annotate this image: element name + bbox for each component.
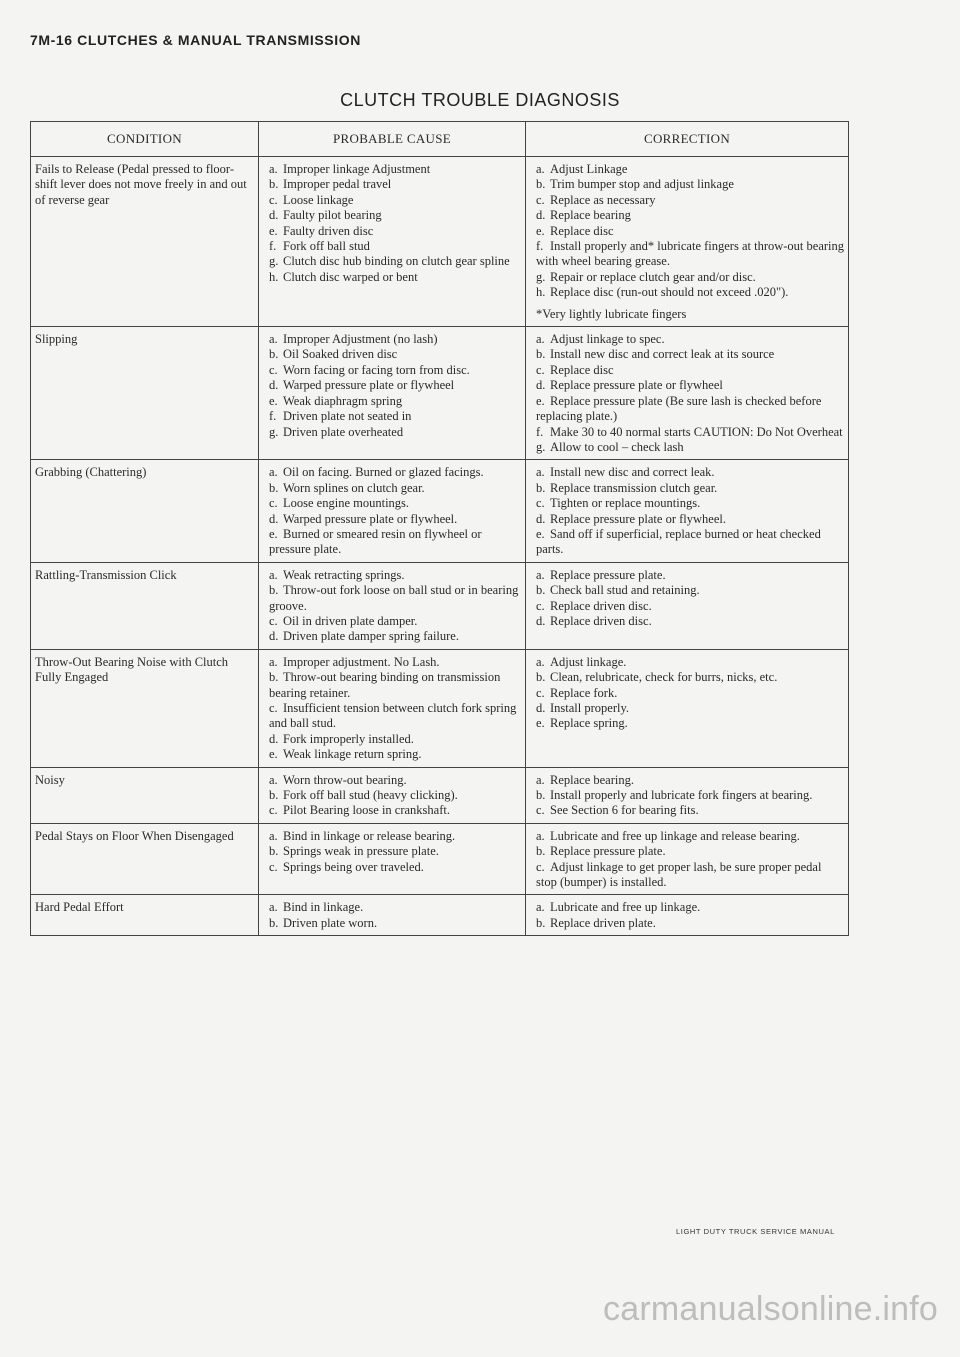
cause-cell	[259, 767, 526, 823]
list-item	[269, 788, 521, 803]
item-text: Adjust linkage.	[550, 654, 627, 669]
item-letter: d.	[269, 378, 279, 393]
item-letter: a.	[269, 162, 278, 176]
item-letter: f.	[536, 424, 544, 439]
condition-cell: Throw-Out Bearing Noise with Clutch Fully Engaged	[31, 649, 259, 767]
list-item	[269, 481, 521, 496]
cause-cell	[259, 460, 526, 562]
item-text: Throw-out fork loose on ball stud or in bearing groove.	[269, 583, 519, 613]
list-item	[269, 614, 521, 629]
list-item	[536, 239, 844, 270]
item-text: Adjust linkage to spec.	[550, 332, 665, 347]
table-header-row	[31, 122, 849, 157]
item-text: Weak diaphragm spring	[283, 393, 403, 408]
item-text: Bind in linkage or release bearing.	[283, 828, 456, 843]
item-text: Replace pressure plate or flywheel.	[550, 511, 726, 526]
item-text: Faulty driven disc	[283, 223, 374, 238]
list-item	[536, 465, 844, 480]
item-text: Warped pressure plate or flywheel.	[283, 511, 458, 526]
list-item	[269, 803, 521, 818]
item-text: Trim bumper stop and adjust linkage	[550, 177, 734, 192]
item-text: Lubricate and free up linkage and release bearing.	[550, 828, 800, 843]
item-letter: c.	[536, 803, 545, 818]
item-text: Replace disc (run-out should not exceed .020").	[550, 285, 789, 300]
list-item	[269, 701, 521, 732]
item-text: Replace as necessary	[550, 192, 656, 207]
list-item	[536, 803, 844, 818]
table-row	[31, 649, 849, 767]
item-letter: b.	[536, 670, 546, 685]
list-item	[269, 465, 521, 480]
item-letter: c.	[269, 859, 278, 874]
item-letter: a.	[536, 654, 545, 669]
list-item	[269, 177, 521, 192]
condition-cell: Noisy	[31, 767, 259, 823]
list-item	[536, 670, 844, 685]
list-item	[536, 208, 844, 223]
item-letter: b.	[536, 177, 546, 192]
item-letter: c.	[269, 192, 278, 207]
item-letter: d.	[536, 701, 546, 715]
item-text: Driven plate overheated	[283, 424, 404, 439]
item-letter: c.	[536, 192, 545, 207]
item-text: Adjust linkage to get proper lash, be sure proper pedal stop (bumper) is installed.	[536, 859, 822, 890]
item-letter: a.	[269, 828, 278, 843]
item-letter: b.	[269, 788, 279, 803]
item-letter: b.	[269, 480, 279, 495]
item-text: Improper Adjustment (no lash)	[283, 332, 438, 347]
list-item	[269, 568, 521, 583]
list-item	[536, 378, 844, 393]
condition-cell: Fails to Release (Pedal pressed to floor-shift lever does not move freely in and out of reverse gear	[31, 157, 259, 327]
list-item	[536, 900, 844, 915]
item-letter: c.	[269, 701, 278, 715]
item-letter: c.	[536, 685, 545, 700]
condition-cell: Hard Pedal Effort	[31, 895, 259, 936]
item-letter: a.	[536, 332, 545, 347]
item-letter: b.	[269, 670, 279, 685]
list-item	[269, 527, 521, 558]
item-text: Allow to cool – check lash	[550, 439, 684, 454]
item-letter: b.	[536, 583, 546, 598]
list-item	[536, 496, 844, 511]
list-item	[536, 568, 844, 583]
table-row	[31, 562, 849, 649]
list-item	[536, 773, 844, 788]
item-letter: c.	[536, 859, 545, 874]
item-letter: g.	[269, 424, 279, 439]
list-item	[536, 527, 844, 558]
list-item	[536, 655, 844, 670]
table-row	[31, 767, 849, 823]
item-text: Worn splines on clutch gear.	[283, 480, 425, 495]
page-title: CLUTCH TROUBLE DIAGNOSIS	[340, 90, 620, 110]
cause-cell	[259, 327, 526, 460]
item-letter: a.	[536, 900, 545, 915]
page-header: 7M-16 CLUTCHES & MANUAL TRANSMISSION	[30, 32, 361, 48]
item-text: Sand off if superficial, replace burned or heat checked parts.	[536, 526, 821, 557]
item-text: Driven plate damper spring failure.	[283, 629, 459, 644]
cause-cell	[259, 895, 526, 936]
table-row	[31, 823, 849, 895]
item-letter: a.	[536, 162, 545, 176]
item-letter: b.	[269, 844, 279, 859]
list-item	[536, 614, 844, 629]
item-text: Driven plate not seated in	[283, 409, 412, 424]
item-letter: f.	[269, 239, 277, 254]
item-text: Pilot Bearing loose in crankshaft.	[283, 803, 450, 818]
item-text: Replace spring.	[550, 716, 628, 731]
column-header-condition: CONDITION	[31, 122, 259, 157]
list-item	[269, 425, 521, 440]
list-item	[536, 440, 844, 455]
cause-cell	[259, 157, 526, 327]
table-row	[31, 157, 849, 327]
item-text: Clutch disc warped or bent	[283, 269, 418, 284]
item-text: Repair or replace clutch gear and/or disc.	[550, 269, 756, 284]
item-text: Replace fork.	[550, 685, 618, 700]
table-row	[31, 460, 849, 562]
item-letter: a.	[269, 900, 278, 915]
item-text: Improper pedal travel	[283, 177, 392, 192]
list-item	[269, 409, 521, 424]
cause-cell	[259, 823, 526, 895]
item-letter: a.	[536, 772, 545, 787]
list-item	[269, 394, 521, 409]
item-letter: c.	[269, 613, 278, 628]
diagnosis-table	[30, 121, 849, 936]
item-letter: b.	[536, 347, 546, 362]
item-text: Weak retracting springs.	[283, 567, 405, 582]
item-letter: e.	[269, 393, 278, 408]
list-item	[269, 860, 521, 875]
item-text: Faulty pilot bearing	[283, 208, 382, 223]
list-item	[536, 701, 844, 716]
item-letter: g.	[536, 269, 546, 284]
item-letter: d.	[536, 511, 546, 526]
list-item	[269, 378, 521, 393]
item-text: Lubricate and free up linkage.	[550, 900, 701, 915]
item-letter: g.	[536, 439, 546, 454]
correction-cell	[526, 823, 849, 895]
item-letter: b.	[269, 177, 279, 192]
condition-cell: Slipping	[31, 327, 259, 460]
condition-cell: Grabbing (Chattering)	[31, 460, 259, 562]
item-letter: a.	[536, 828, 545, 843]
list-item	[269, 916, 521, 931]
item-letter: e.	[269, 747, 278, 762]
list-item	[536, 583, 844, 598]
item-letter: b.	[269, 915, 279, 930]
item-text: Replace pressure plate or flywheel	[550, 378, 723, 393]
item-letter: f.	[536, 239, 544, 254]
item-text: Oil in driven plate damper.	[283, 613, 418, 628]
item-letter: a.	[269, 772, 278, 787]
item-text: Insufficient tension between clutch fork spring and ball stud.	[269, 701, 517, 731]
item-text: Install properly and* lubricate fingers at throw-out bearing with wheel bearing grease.	[536, 239, 845, 269]
item-text: Install properly and lubricate fork fingers at bearing.	[550, 788, 813, 803]
item-letter: a.	[269, 567, 278, 582]
list-item	[536, 829, 844, 844]
list-item	[536, 512, 844, 527]
item-text: Throw-out bearing binding on transmission bearing retainer.	[269, 670, 501, 700]
list-item	[536, 860, 844, 891]
correction-cell	[526, 157, 849, 327]
list-item	[269, 363, 521, 378]
item-text: Replace transmission clutch gear.	[550, 480, 718, 495]
list-item	[269, 900, 521, 915]
list-item	[269, 583, 521, 614]
list-item	[269, 496, 521, 511]
list-item	[536, 394, 844, 425]
item-text: Install new disc and correct leak at its source	[550, 347, 775, 362]
item-letter: d.	[536, 208, 546, 223]
item-text: Replace disc	[550, 362, 614, 377]
item-text: Warped pressure plate or flywheel	[283, 378, 455, 393]
item-text: Improper adjustment. No Lash.	[283, 654, 440, 669]
item-text: Fork improperly installed.	[283, 731, 414, 746]
table-row	[31, 327, 849, 460]
list-item	[536, 916, 844, 931]
item-text: Adjust Linkage	[550, 162, 628, 176]
cause-cell	[259, 649, 526, 767]
item-text: Fork off ball stud (heavy clicking).	[283, 788, 458, 803]
list-item	[536, 193, 844, 208]
item-letter: e.	[536, 223, 545, 238]
item-letter: e.	[269, 223, 278, 238]
item-text: Install properly.	[550, 701, 630, 715]
list-item	[536, 363, 844, 378]
column-header-correction: CORRECTION	[526, 122, 849, 157]
item-text: Tighten or replace mountings.	[550, 496, 701, 511]
item-letter: c.	[536, 496, 545, 511]
list-item	[269, 844, 521, 859]
item-letter: d.	[269, 731, 279, 746]
item-text: Loose engine mountings.	[283, 496, 410, 511]
list-item	[269, 270, 521, 285]
table-row	[31, 895, 849, 936]
list-item	[269, 655, 521, 670]
item-text: Improper linkage Adjustment	[283, 162, 431, 176]
list-item	[536, 716, 844, 731]
list-item	[269, 224, 521, 239]
item-text: Make 30 to 40 normal starts CAUTION: Do Not Overheat	[550, 424, 843, 439]
item-text: Replace pressure plate.	[550, 844, 666, 859]
list-item	[269, 732, 521, 747]
item-text: Replace driven plate.	[550, 915, 656, 930]
list-item	[536, 162, 844, 177]
item-letter: a.	[269, 465, 278, 480]
item-letter: c.	[269, 496, 278, 511]
item-letter: e.	[269, 526, 278, 541]
item-letter: b.	[536, 844, 546, 859]
item-text: Weak linkage return spring.	[283, 747, 422, 762]
item-letter: c.	[536, 598, 545, 613]
list-item	[536, 425, 844, 440]
column-header-cause: PROBABLE CAUSE	[259, 122, 526, 157]
item-text: Clean, relubricate, check for burrs, nicks, etc.	[550, 670, 778, 685]
item-letter: h.	[536, 285, 546, 300]
item-text: Replace disc	[550, 223, 614, 238]
item-text: Oil Soaked driven disc	[283, 347, 398, 362]
item-text: Worn facing or facing torn from disc.	[283, 362, 470, 377]
item-letter: h.	[269, 269, 279, 284]
item-text: Burned or smeared resin on flywheel or pressure plate.	[269, 526, 482, 557]
list-item	[269, 332, 521, 347]
list-item	[269, 773, 521, 788]
item-text: Springs being over traveled.	[283, 859, 424, 874]
item-letter: a.	[269, 332, 278, 347]
item-letter: d.	[536, 613, 546, 628]
item-letter: c.	[536, 362, 545, 377]
item-text: Replace pressure plate (Be sure lash is checked before replacing plate.)	[536, 393, 822, 424]
list-item	[536, 270, 844, 285]
list-item	[536, 481, 844, 496]
list-item	[536, 285, 844, 300]
item-text: Oil on facing. Burned or glazed facings.	[283, 465, 484, 480]
list-item	[536, 844, 844, 859]
item-letter: b.	[536, 788, 546, 803]
list-item	[536, 788, 844, 803]
item-letter: e.	[536, 526, 545, 541]
list-item	[269, 747, 521, 762]
item-text: Springs weak in pressure plate.	[283, 844, 439, 859]
item-letter: b.	[269, 347, 279, 362]
item-text: Driven plate worn.	[283, 915, 378, 930]
item-text: Install new disc and correct leak.	[550, 465, 715, 480]
item-letter: c.	[269, 362, 278, 377]
list-item	[269, 239, 521, 254]
item-text: Replace pressure plate.	[550, 567, 666, 582]
list-item	[269, 829, 521, 844]
item-text: Replace driven disc.	[550, 613, 652, 628]
correction-cell	[526, 562, 849, 649]
item-letter: b.	[536, 480, 546, 495]
item-letter: f.	[269, 409, 277, 424]
list-item	[269, 670, 521, 701]
item-letter: c.	[269, 803, 278, 818]
item-letter: d.	[269, 208, 279, 223]
item-letter: a.	[536, 567, 545, 582]
list-item	[536, 224, 844, 239]
list-item	[536, 686, 844, 701]
lubrication-note: *Very lightly lubricate fingers	[536, 306, 687, 321]
item-letter: d.	[269, 629, 279, 644]
item-text: Clutch disc hub binding on clutch gear spline	[283, 254, 510, 269]
item-letter: d.	[269, 511, 279, 526]
item-text: Check ball stud and retaining.	[550, 583, 700, 598]
list-item	[269, 629, 521, 644]
item-text: Replace bearing.	[550, 772, 634, 787]
item-letter: b.	[536, 915, 546, 930]
list-item	[269, 347, 521, 362]
item-text: Fork off ball stud	[283, 239, 370, 254]
condition-cell: Pedal Stays on Floor When Disengaged	[31, 823, 259, 895]
correction-cell	[526, 767, 849, 823]
item-text: Bind in linkage.	[283, 900, 364, 915]
correction-cell	[526, 460, 849, 562]
list-item	[269, 254, 521, 269]
condition-cell: Rattling-Transmission Click	[31, 562, 259, 649]
list-item	[269, 193, 521, 208]
manual-footer-label: LIGHT DUTY TRUCK SERVICE MANUAL	[676, 1227, 835, 1236]
list-item	[269, 208, 521, 223]
item-letter: a.	[536, 465, 545, 480]
item-letter: a.	[269, 654, 278, 669]
item-text: Loose linkage	[283, 192, 354, 207]
item-letter: e.	[536, 716, 545, 731]
list-item	[269, 162, 521, 177]
cause-cell	[259, 562, 526, 649]
watermark: carmanualsonline.info	[603, 1290, 938, 1328]
correction-cell	[526, 895, 849, 936]
list-item	[536, 177, 844, 192]
list-item	[536, 332, 844, 347]
item-letter: b.	[269, 583, 279, 598]
item-letter: e.	[536, 393, 545, 408]
correction-cell	[526, 327, 849, 460]
list-item	[536, 347, 844, 362]
correction-cell	[526, 649, 849, 767]
item-letter: d.	[536, 378, 546, 393]
item-text: See Section 6 for bearing fits.	[550, 803, 699, 818]
item-text: Replace bearing	[550, 208, 631, 223]
list-item	[269, 512, 521, 527]
item-letter: g.	[269, 254, 279, 269]
item-text: Worn throw-out bearing.	[283, 772, 407, 787]
item-text: Replace driven disc.	[550, 598, 652, 613]
list-item	[536, 599, 844, 614]
